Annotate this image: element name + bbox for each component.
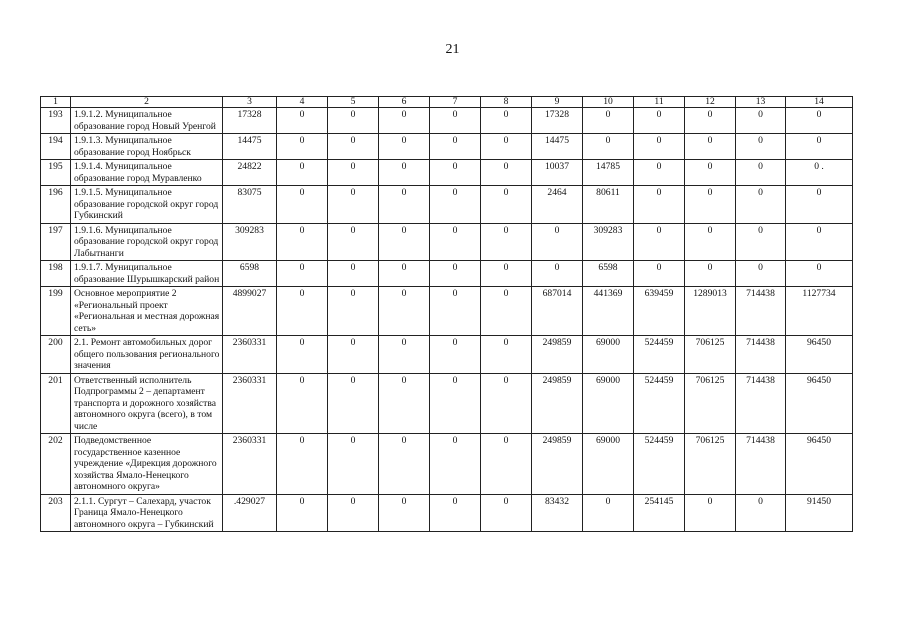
row-value-cell: 0 (277, 373, 328, 434)
row-value-cell: 441369 (583, 287, 634, 336)
row-value-cell: 0 (379, 336, 430, 374)
row-value-cell: 0 (430, 160, 481, 186)
row-value-cell: 0 (532, 261, 583, 287)
row-description-cell: Подведомственное государственное казенное учреждение «Дирекция дорожного хозяйства Ямало-Ненецкого автономного округа» (71, 434, 223, 495)
row-number-cell: 198 (41, 261, 71, 287)
column-header: 2 (71, 97, 223, 108)
row-value-cell: 0 (379, 261, 430, 287)
row-value-cell: 0 (277, 336, 328, 374)
row-value-cell: 249859 (532, 336, 583, 374)
row-value-cell: 2360331 (223, 373, 277, 434)
row-value-cell: 0 (379, 373, 430, 434)
row-value-cell: 96450 (786, 336, 853, 374)
row-number-cell: 195 (41, 160, 71, 186)
row-value-cell: 0 (379, 434, 430, 495)
header-row (41, 97, 853, 108)
column-header: 8 (481, 97, 532, 108)
row-description-cell: 1.9.1.4. Муниципальное образование город Муравленко (71, 160, 223, 186)
column-header: 3 (223, 97, 277, 108)
row-value-cell: 0 (786, 108, 853, 134)
table-row (41, 134, 853, 160)
column-header: 14 (786, 97, 853, 108)
row-value-cell: 0 (328, 336, 379, 374)
table-row (41, 494, 853, 532)
row-value-cell: 0 (328, 494, 379, 532)
row-value-cell: 0 (736, 134, 786, 160)
row-value-cell: 0 (379, 287, 430, 336)
row-value-cell: 714438 (736, 434, 786, 495)
row-description-cell: 1.9.1.3. Муниципальное образование город Ноябрьск (71, 134, 223, 160)
column-header: 5 (328, 97, 379, 108)
column-header: 11 (634, 97, 685, 108)
row-value-cell: 706125 (685, 336, 736, 374)
row-value-cell: 0 (328, 261, 379, 287)
table-row (41, 186, 853, 224)
row-description-cell: 1.9.1.5. Муниципальное образование городской округ город Губкинский (71, 186, 223, 224)
row-value-cell: 0 (736, 186, 786, 224)
row-value-cell: 0 (328, 434, 379, 495)
row-value-cell: 524459 (634, 336, 685, 374)
row-number-cell: 200 (41, 336, 71, 374)
budget-table (40, 96, 853, 532)
row-value-cell: 0 (430, 261, 481, 287)
row-value-cell: 254145 (634, 494, 685, 532)
row-value-cell: 0 (786, 223, 853, 261)
row-value-cell: 0 (430, 186, 481, 224)
row-value-cell: 0 (481, 108, 532, 134)
row-value-cell: 0 (786, 186, 853, 224)
row-value-cell: 0 (430, 134, 481, 160)
row-description-cell: 1.9.1.2. Муниципальное образование город Новый Уренгой (71, 108, 223, 134)
row-value-cell: 0 (736, 494, 786, 532)
row-value-cell: 0 (277, 134, 328, 160)
row-description-cell: 2.1.1. Сургут – Салехард, участок Граница Ямало-Ненецкого автономного округа – Губкинский (71, 494, 223, 532)
row-value-cell: 0 (736, 261, 786, 287)
row-value-cell: 91450 (786, 494, 853, 532)
row-value-cell: 96450 (786, 434, 853, 495)
row-value-cell: 0 (277, 186, 328, 224)
row-value-cell: 0 (685, 186, 736, 224)
row-value-cell: 0 (277, 108, 328, 134)
row-value-cell: 0 (328, 186, 379, 224)
row-value-cell: 0 (430, 336, 481, 374)
column-header: 4 (277, 97, 328, 108)
row-value-cell: 24822 (223, 160, 277, 186)
row-value-cell: 69000 (583, 373, 634, 434)
row-value-cell: 0 (379, 108, 430, 134)
row-value-cell: 10037 (532, 160, 583, 186)
row-value-cell: 80611 (583, 186, 634, 224)
row-value-cell: 0 (430, 287, 481, 336)
column-header: 12 (685, 97, 736, 108)
row-value-cell: 0 (481, 186, 532, 224)
column-header: 1 (41, 97, 71, 108)
row-value-cell: 0 (277, 261, 328, 287)
table-row (41, 287, 853, 336)
column-header: 10 (583, 97, 634, 108)
row-value-cell: 309283 (583, 223, 634, 261)
row-value-cell: 0 (685, 223, 736, 261)
row-value-cell: 2360331 (223, 336, 277, 374)
row-value-cell: 0 (481, 373, 532, 434)
row-value-cell: 714438 (736, 373, 786, 434)
row-value-cell: 0 (481, 134, 532, 160)
row-value-cell: 0 (634, 160, 685, 186)
table-row (41, 373, 853, 434)
row-value-cell: 0 (481, 336, 532, 374)
row-value-cell: 0 (583, 134, 634, 160)
row-value-cell: 0 (736, 223, 786, 261)
row-value-cell: 0 (685, 261, 736, 287)
row-value-cell: 0 (481, 223, 532, 261)
row-value-cell: 0 (430, 108, 481, 134)
page-number: 21 (445, 42, 460, 57)
row-value-cell: 0 (481, 494, 532, 532)
row-value-cell: 309283 (223, 223, 277, 261)
row-value-cell: 1289013 (685, 287, 736, 336)
row-value-cell: 0 (328, 373, 379, 434)
row-number-cell: 196 (41, 186, 71, 224)
column-header: 6 (379, 97, 430, 108)
row-value-cell: 17328 (532, 108, 583, 134)
row-value-cell: 0 (634, 186, 685, 224)
row-value-cell: 14475 (532, 134, 583, 160)
row-value-cell: 0 (328, 287, 379, 336)
row-value-cell: .429027 (223, 494, 277, 532)
table-row (41, 261, 853, 287)
row-value-cell: 0 (277, 287, 328, 336)
row-value-cell: 714438 (736, 287, 786, 336)
row-value-cell: 83432 (532, 494, 583, 532)
row-value-cell: 0 (328, 134, 379, 160)
row-number-cell: 203 (41, 494, 71, 532)
row-value-cell: 0 (379, 160, 430, 186)
table-body (41, 97, 853, 532)
row-value-cell: 706125 (685, 373, 736, 434)
row-value-cell: 0 (532, 223, 583, 261)
column-header: 13 (736, 97, 786, 108)
row-value-cell: 249859 (532, 434, 583, 495)
row-value-cell: 2464 (532, 186, 583, 224)
row-value-cell: 69000 (583, 434, 634, 495)
row-value-cell: 83075 (223, 186, 277, 224)
row-value-cell: 0 (430, 373, 481, 434)
row-value-cell: 0 (685, 108, 736, 134)
row-value-cell: 639459 (634, 287, 685, 336)
row-value-cell: 69000 (583, 336, 634, 374)
row-value-cell: 0 (277, 160, 328, 186)
row-value-cell: 0 (328, 160, 379, 186)
row-description-cell: 2.1. Ремонт автомобильных дорог общего пользования регионального значения (71, 336, 223, 374)
row-value-cell: 0 (786, 261, 853, 287)
row-value-cell: 0 (430, 223, 481, 261)
row-value-cell: 0 (277, 494, 328, 532)
table-row (41, 434, 853, 495)
row-value-cell: 0 (430, 494, 481, 532)
row-value-cell: 0 (379, 223, 430, 261)
row-description-cell: Основное мероприятие 2 «Региональный проект «Региональная и местная дорожная сеть» (71, 287, 223, 336)
row-value-cell: 6598 (583, 261, 634, 287)
row-value-cell: 0 (736, 108, 786, 134)
row-value-cell: 0 (328, 108, 379, 134)
row-value-cell: 687014 (532, 287, 583, 336)
row-value-cell: 524459 (634, 373, 685, 434)
row-value-cell: 0 (786, 134, 853, 160)
row-number-cell: 197 (41, 223, 71, 261)
row-value-cell: 6598 (223, 261, 277, 287)
row-value-cell: 1127734 (786, 287, 853, 336)
row-number-cell: 194 (41, 134, 71, 160)
row-value-cell: 0 (685, 494, 736, 532)
row-value-cell: 0 (481, 287, 532, 336)
row-value-cell: 0 (481, 434, 532, 495)
row-value-cell: 0 (736, 160, 786, 186)
table-row (41, 108, 853, 134)
row-value-cell: 0 (277, 434, 328, 495)
row-value-cell: 0 (685, 160, 736, 186)
row-value-cell: 14785 (583, 160, 634, 186)
row-value-cell: 524459 (634, 434, 685, 495)
row-value-cell: 0 (379, 134, 430, 160)
row-value-cell: 0 (379, 186, 430, 224)
row-value-cell: 0 (430, 434, 481, 495)
row-value-cell: 0 (481, 160, 532, 186)
row-number-cell: 199 (41, 287, 71, 336)
row-value-cell: 0 (685, 134, 736, 160)
row-value-cell: 0 (481, 261, 532, 287)
row-description-cell: 1.9.1.6. Муниципальное образование городской округ город Лабытнанги (71, 223, 223, 261)
row-value-cell: 96450 (786, 373, 853, 434)
row-value-cell: 706125 (685, 434, 736, 495)
row-value-cell: 4899027 (223, 287, 277, 336)
row-value-cell: 714438 (736, 336, 786, 374)
row-number-cell: 201 (41, 373, 71, 434)
row-value-cell: 0 (634, 134, 685, 160)
row-value-cell: 0 . (786, 160, 853, 186)
table-row (41, 223, 853, 261)
row-value-cell: 0 (379, 494, 430, 532)
row-value-cell: 0 (277, 223, 328, 261)
row-value-cell: 0 (583, 108, 634, 134)
column-header: 9 (532, 97, 583, 108)
table-row (41, 160, 853, 186)
row-number-cell: 193 (41, 108, 71, 134)
row-value-cell: 0 (634, 108, 685, 134)
row-value-cell: 2360331 (223, 434, 277, 495)
row-value-cell: 0 (583, 494, 634, 532)
row-number-cell: 202 (41, 434, 71, 495)
row-description-cell: 1.9.1.7. Муниципальное образование Шурышкарский район (71, 261, 223, 287)
row-value-cell: 0 (634, 261, 685, 287)
row-value-cell: 0 (328, 223, 379, 261)
row-value-cell: 249859 (532, 373, 583, 434)
table-row (41, 336, 853, 374)
row-value-cell: 0 (634, 223, 685, 261)
row-value-cell: 14475 (223, 134, 277, 160)
row-value-cell: 17328 (223, 108, 277, 134)
column-header: 7 (430, 97, 481, 108)
row-description-cell: Ответственный исполнитель Подпрограммы 2 – департамент транспорта и дорожного хозяйства автономного округа (всего), в том числе (71, 373, 223, 434)
